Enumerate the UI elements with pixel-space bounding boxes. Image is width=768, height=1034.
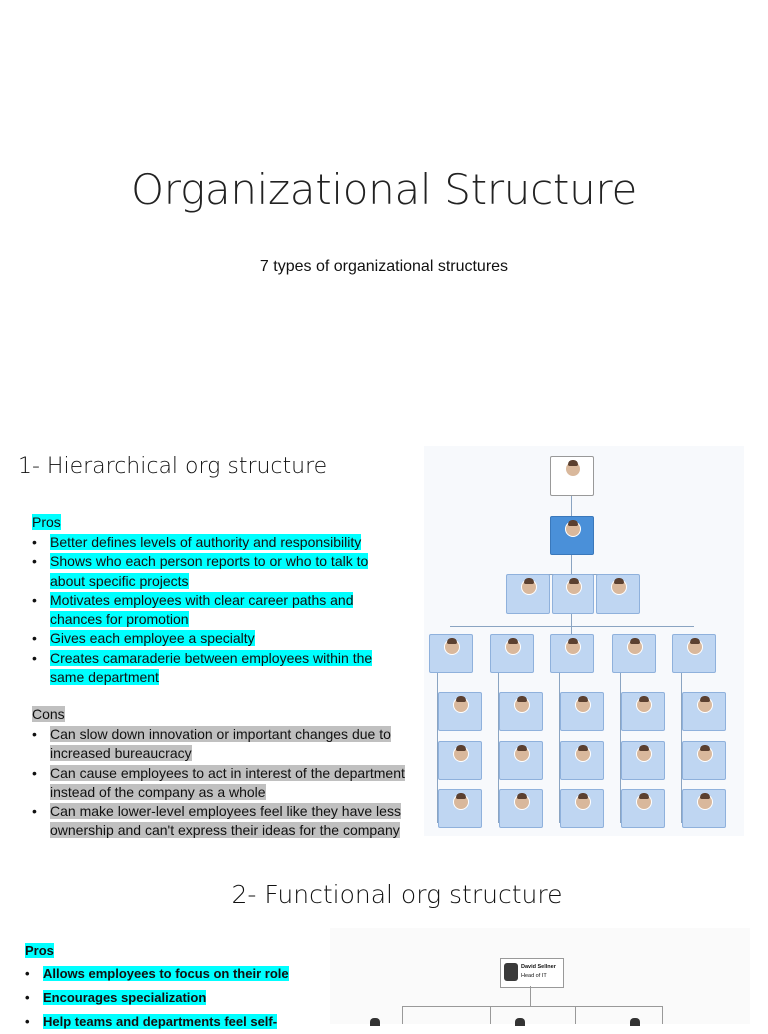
pros-label-functional: Pros [25, 943, 54, 958]
functional-pros-item: • Allows employees to focus on their role [25, 962, 325, 986]
cons-label: Cons [32, 706, 65, 722]
specialist-node [682, 692, 726, 731]
cons-list [32, 725, 412, 841]
director-node [612, 634, 656, 673]
specialist-node [621, 789, 665, 828]
cons-item: • Can make lower-level employees feel like they have less ownership and can't express their ideas for the company [32, 802, 412, 841]
pros-list [32, 533, 398, 687]
director-node [490, 634, 534, 673]
functional-org-chart [330, 928, 750, 1024]
specialist-node [438, 789, 482, 828]
functional-pros-item: • Help teams and departments feel self- [25, 1010, 325, 1034]
hierarchical-org-chart [424, 446, 744, 836]
advisor-node [596, 574, 640, 614]
avatar [504, 963, 518, 981]
advisor-node [552, 574, 594, 614]
functional-pros-list [25, 962, 325, 1034]
specialist-node [621, 741, 665, 780]
pros-label: Pros [32, 514, 61, 530]
ceo-node [550, 516, 594, 555]
board-node [550, 456, 594, 496]
specialist-node [499, 789, 543, 828]
section-heading-functional: 2- Functional org structure [231, 880, 563, 909]
specialist-node [560, 741, 604, 780]
director-node [550, 634, 594, 673]
pros-item: • Gives each employee a specialty [32, 629, 398, 648]
pros-item: • Motivates employees with clear career paths and chances for promotion [32, 591, 398, 630]
specialist-node [560, 789, 604, 828]
node-name: David Sellner [521, 964, 556, 970]
specialist-node [560, 692, 604, 731]
advisor-node [506, 574, 550, 614]
specialist-node [499, 741, 543, 780]
specialist-node [438, 692, 482, 731]
cons-item: • Can cause employees to act in interest of the department instead of the company as a whole [32, 764, 412, 803]
functional-top-node [500, 958, 564, 988]
cons-item: • Can slow down innovation or important changes due to increased bureaucracy [32, 725, 412, 764]
specialist-node [682, 741, 726, 780]
pros-item: • Better defines levels of authority and responsibility [32, 533, 398, 552]
specialist-node [438, 741, 482, 780]
pros-item: • Creates camaraderie between employees within the same department [32, 649, 398, 688]
specialist-node [621, 692, 665, 731]
director-node [429, 634, 473, 673]
page-title: Organizational Structure [131, 165, 637, 214]
section-heading-hierarchical: 1- Hierarchical org structure [18, 454, 328, 479]
specialist-node [499, 692, 543, 731]
page-subtitle: 7 types of organizational structures [259, 258, 509, 275]
pros-item: • Shows who each person reports to or who to talk to about specific projects [32, 552, 398, 591]
specialist-node [682, 789, 726, 828]
functional-pros-item: • Encourages specialization [25, 986, 325, 1010]
director-node [672, 634, 716, 673]
node-role: Head of IT [521, 973, 547, 979]
